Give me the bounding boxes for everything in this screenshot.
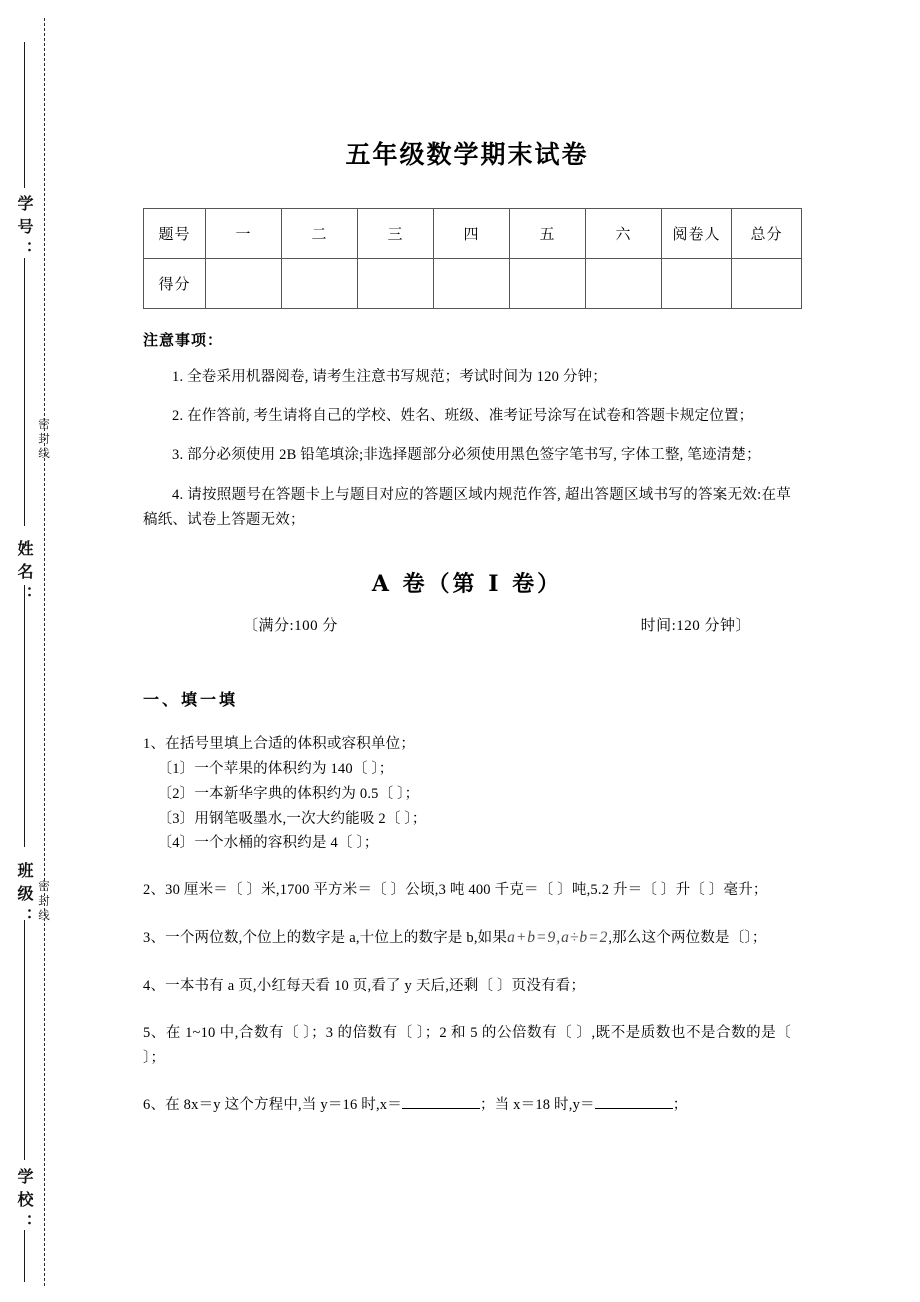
margin-label-student-name: 姓名： (15, 540, 34, 609)
table-row-header (144, 209, 802, 259)
question-3-text-part1: 3、一个两位数,个位上的数字是 a,十位上的数字是 b,如果 (143, 930, 508, 947)
question-5[interactable]: 5、在 1~10 中,合数有〔 〕；3 的倍数有〔 〕；2 和 5 的公倍数有〔 〕,既不是质数也不是合数的是〔 〕； (143, 1024, 791, 1066)
question-3-text-part2: ,那么这个两位数是〔 (608, 930, 745, 947)
score-input-cell[interactable] (358, 259, 434, 309)
page-title: 五年级数学期末试卷 (345, 140, 589, 169)
table-cell-header: 阅卷人 (662, 209, 732, 259)
score-input-cell[interactable] (434, 259, 510, 309)
margin-label-school: 学校： (15, 1168, 34, 1237)
score-input-cell[interactable] (732, 259, 802, 309)
rail-segment (24, 585, 25, 847)
table-cell-header: 五 (510, 209, 586, 259)
time-limit-label: 时间:120 分钟〕 (640, 617, 751, 634)
margin-label-class: 班级： (15, 862, 34, 931)
seal-line-label: 密封线 (37, 880, 51, 924)
question-6-text-part1: 6、在 8x＝y 这个方程中,当 y＝16 时,x＝ (143, 1096, 402, 1113)
score-input-cell[interactable] (586, 259, 662, 309)
section-heading-fill-in: 一、填一填 (143, 691, 239, 709)
score-input-cell[interactable] (662, 259, 732, 309)
question-3-text-part3: 〕； (744, 930, 767, 947)
table-cell-header: 题号 (144, 209, 206, 259)
question-6-text-part3: ； (672, 1096, 688, 1113)
score-input-cell[interactable] (282, 259, 358, 309)
notice-item: 4. 请按照题号在答题卡上与题目对应的答题区域内规范作答, 超出答题区域书写的答案无效:在草稿纸、试卷上答题无效； (143, 486, 791, 528)
score-input-cell[interactable] (510, 259, 586, 309)
score-table (143, 208, 802, 309)
notice-title: 注意事项： (143, 333, 224, 349)
rail-segment (24, 42, 25, 188)
exam-sheet (143, 0, 791, 1118)
question-1-sub-3[interactable]: 〔3〕用钢笔吸墨水,一次大约能吸 2〔 〕； (157, 810, 427, 827)
question-1-sub-4[interactable]: 〔4〕一个水桶的容积约是 4〔 〕； (157, 835, 379, 852)
notice-block (143, 329, 791, 533)
question-3-expression-2: a÷b=2 (561, 929, 609, 947)
volume-meta (143, 614, 791, 635)
table-cell-header: 一 (206, 209, 282, 259)
question-6-blank-2[interactable] (595, 1108, 673, 1109)
table-cell-header: 四 (434, 209, 510, 259)
volume-title: A 卷（第 I 卷） (371, 570, 563, 597)
question-4[interactable]: 4、一本书有 a 页,小红每天看 10 页,看了 y 天后,还剩〔 〕页没有看； (143, 977, 586, 994)
question-3[interactable] (143, 925, 791, 952)
table-cell-header: 六 (586, 209, 662, 259)
notice-item: 1. 全卷采用机器阅卷, 请考生注意书写规范；考试时间为 120 分钟； (172, 368, 607, 385)
question-3-separator: , (556, 929, 562, 947)
rail-segment (24, 1230, 25, 1282)
rail-segment (24, 258, 25, 526)
seal-dashed-line (44, 18, 45, 1286)
notice-item: 3. 部分必须使用 2B 铅笔填涂;非选择题部分必须使用黑色签字笔书写, 字体工整, 笔迹清楚； (172, 447, 761, 464)
question-2[interactable]: 2、30 厘米＝〔 〕米,1700 平方米＝〔 〕公顷,3 吨 400 千克＝〔 〕吨,5.2 升＝〔 〕升〔 〕毫升； (143, 882, 768, 899)
question-3-expression-1: a+b=9 (507, 929, 557, 947)
question-6-text-part2: ；当 x＝18 时,y＝ (479, 1096, 595, 1113)
seal-line-label: 密封线 (37, 418, 51, 462)
table-cell-header: 二 (282, 209, 358, 259)
margin-label-student-id: 学号： (15, 195, 34, 264)
rail-segment (24, 920, 25, 1160)
score-input-cell[interactable] (206, 259, 282, 309)
question-1-sub-1[interactable]: 〔1〕一个苹果的体积约为 140〔 〕； (157, 760, 394, 777)
table-cell-header: 三 (358, 209, 434, 259)
table-cell-header: 总分 (732, 209, 802, 259)
question-6-blank-1[interactable] (402, 1108, 480, 1109)
table-cell-row-label: 得分 (144, 259, 206, 309)
question-1-stem: 1、在括号里填上合适的体积或容积单位； (143, 735, 416, 752)
question-1 (143, 732, 791, 857)
question-6[interactable] (143, 1093, 791, 1118)
table-row-score (144, 259, 802, 309)
notice-item: 2. 在作答前, 考生请将自己的学校、姓名、班级、准考证号涂写在试卷和答题卡规定位置； (172, 407, 754, 424)
question-1-sub-2[interactable]: 〔2〕一本新华字典的体积约为 0.5〔 〕； (157, 785, 420, 802)
full-score-label: 〔满分:100 分 (243, 617, 338, 634)
